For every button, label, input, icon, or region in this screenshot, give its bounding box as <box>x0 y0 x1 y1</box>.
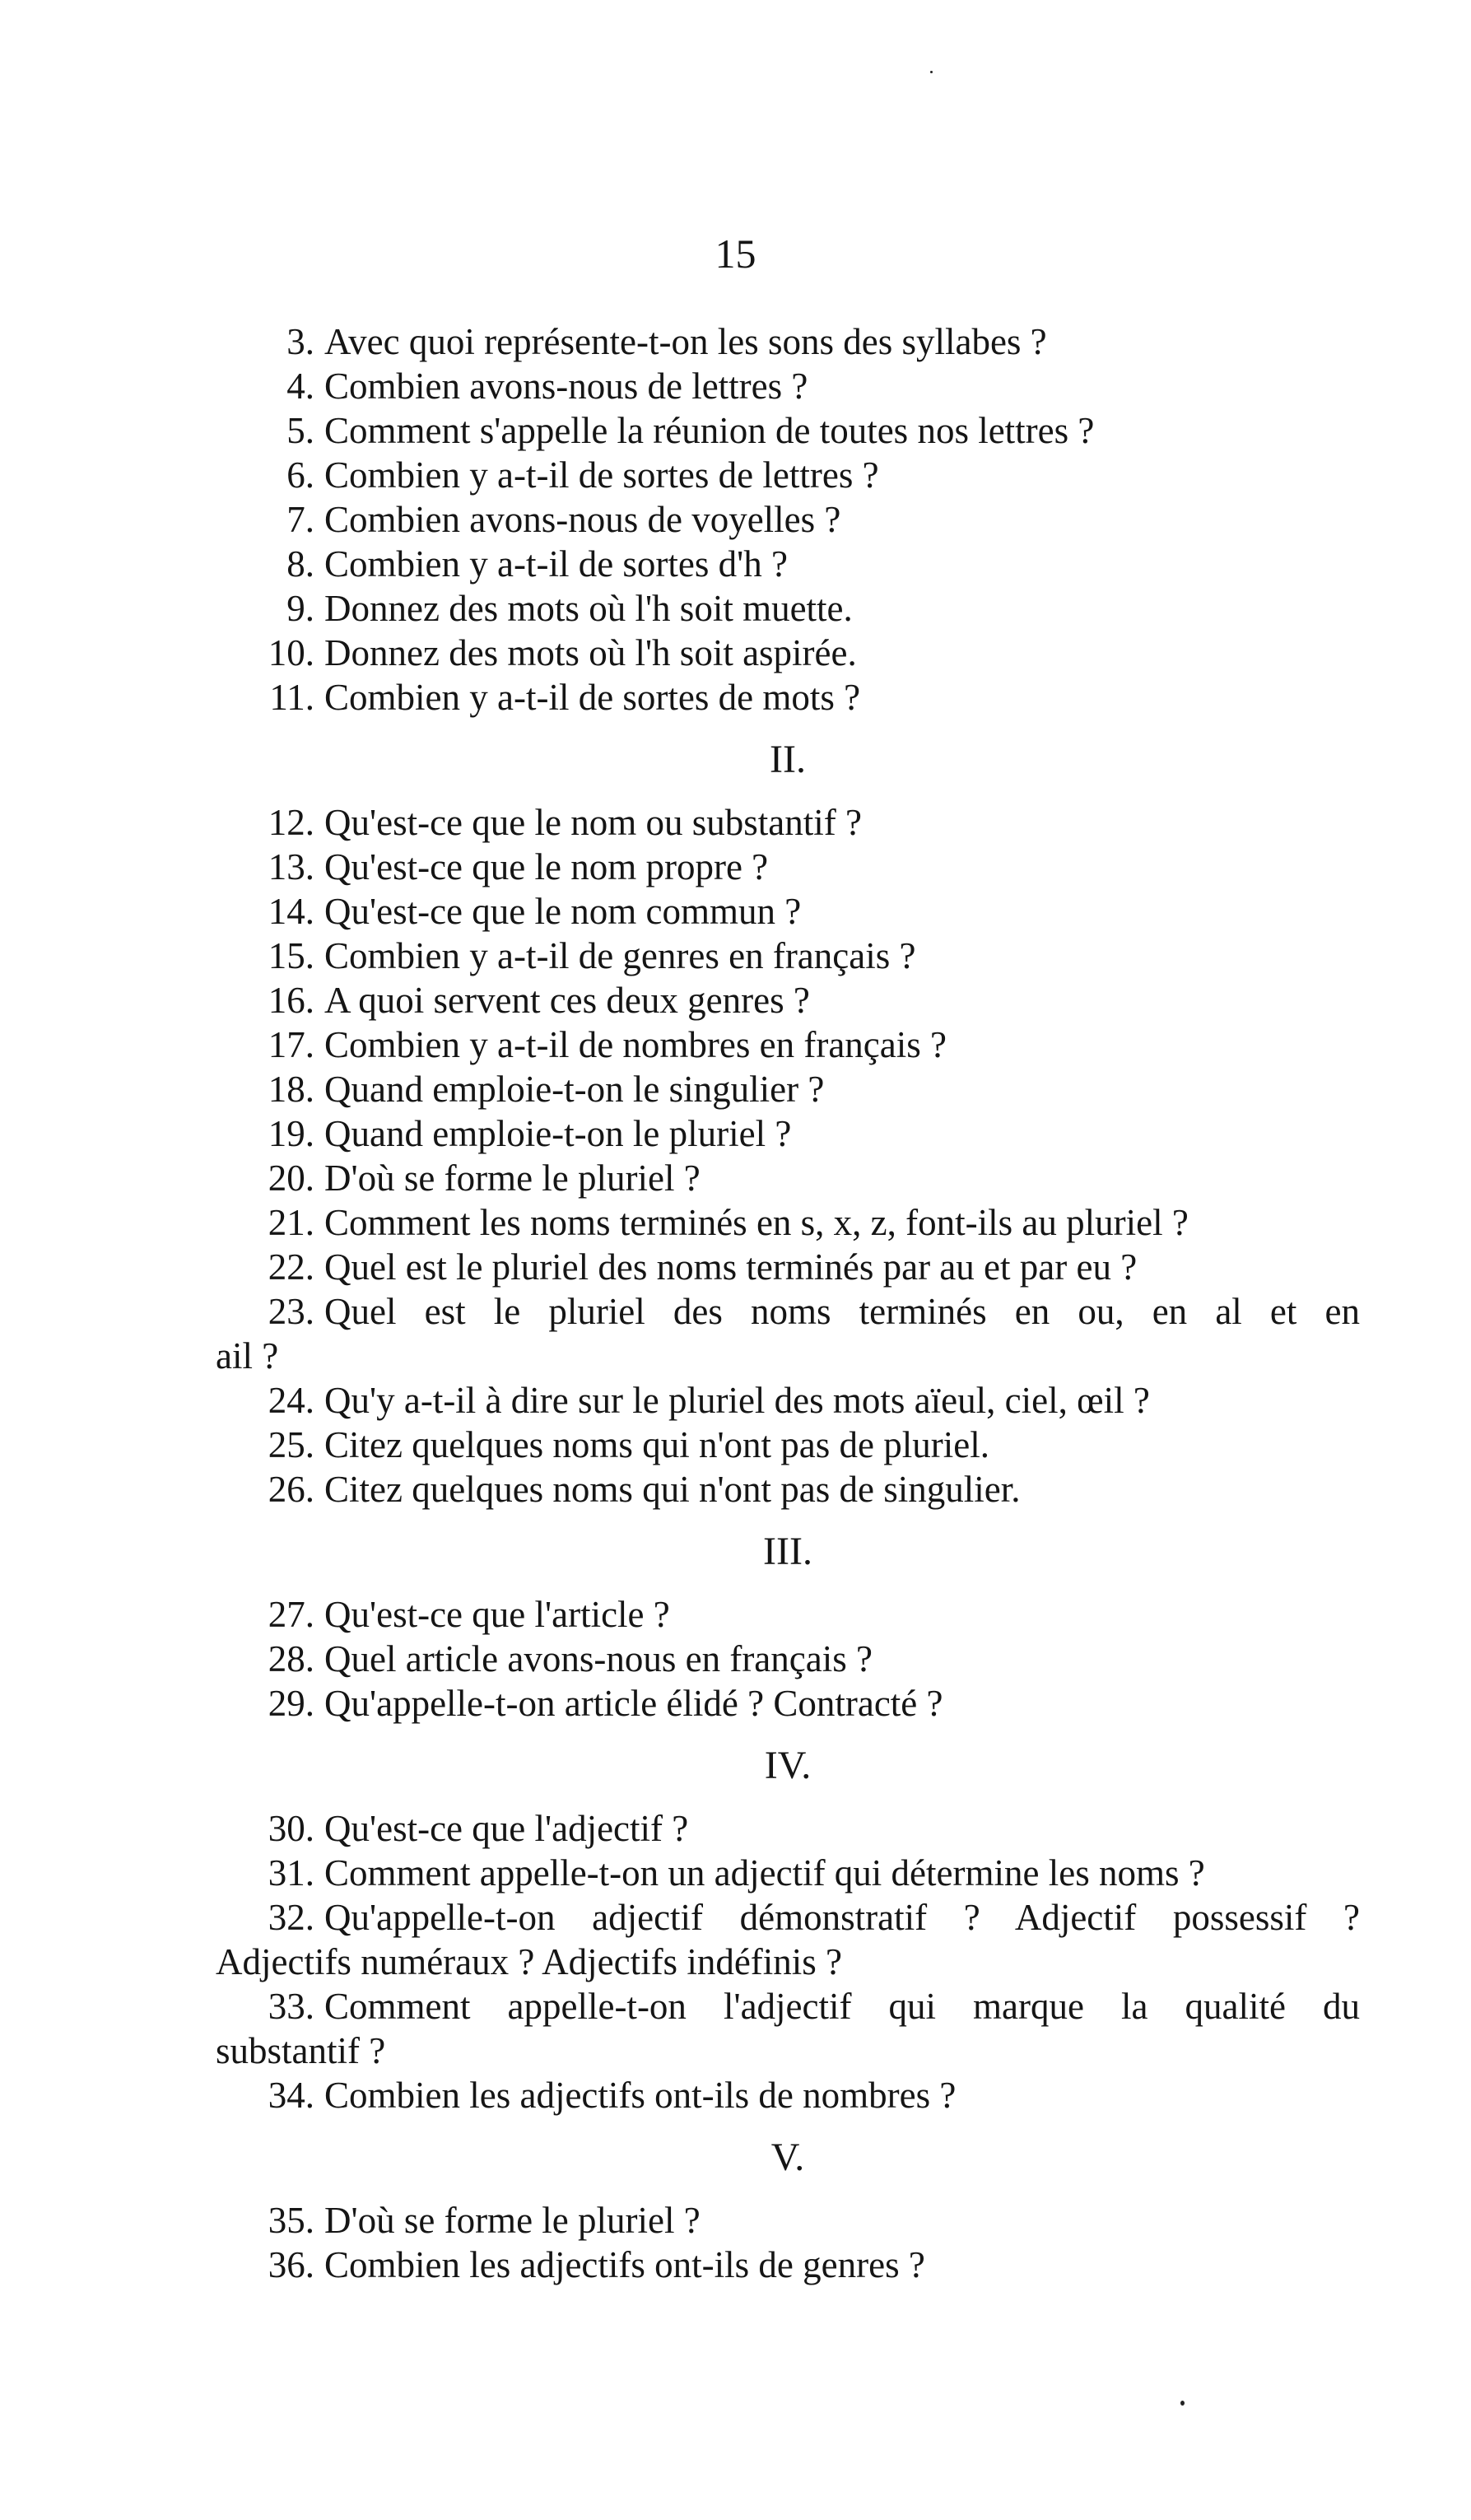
speck-mark <box>1180 2401 1185 2406</box>
question-number: 14. <box>268 891 314 932</box>
question-text: Combien les adjectifs ont-ils de genres ? <box>324 2244 925 2285</box>
question-item <box>216 1111 1360 1156</box>
question-item <box>216 1378 1360 1423</box>
question-item <box>216 408 1360 453</box>
question-item <box>216 800 1360 845</box>
section-heading: V. <box>770 2136 805 2179</box>
question-item <box>216 889 1360 934</box>
section-heading: IV. <box>764 1744 812 1787</box>
question-text: Quand emploie-t-on le pluriel ? <box>324 1113 792 1154</box>
question-number: 17. <box>268 1024 314 1065</box>
question-text: Qu'est-ce que le nom commun ? <box>324 891 802 932</box>
question-text: Comment s'appelle la réunion de toutes nos lettres ? <box>324 410 1095 451</box>
question-item <box>216 453 1360 497</box>
question-number: 11. <box>269 677 314 718</box>
question-number: 25. <box>268 1424 314 1465</box>
question-text: Avec quoi représente-t-on les sons des syllabes ? <box>324 321 1047 362</box>
question-number: 24. <box>268 1380 314 1421</box>
question-item <box>216 934 1360 978</box>
question-number: 6. <box>286 454 314 496</box>
question-text: Combien y a-t-il de sortes de lettres ? <box>324 454 879 496</box>
question-text: Citez quelques noms qui n'ont pas de singulier. <box>324 1469 1021 1510</box>
question-item <box>216 1022 1360 1067</box>
question-item <box>216 1637 1360 1681</box>
question-number: 26. <box>268 1469 314 1510</box>
question-number: 28. <box>268 1638 314 1679</box>
question-item <box>216 364 1360 408</box>
question-item <box>216 978 1360 1022</box>
question-text: Comment appelle-t-on un adjectif qui détermine les noms ? <box>324 1852 1205 1893</box>
question-item <box>216 675 1360 720</box>
question-text: D'où se forme le pluriel ? <box>324 1158 701 1199</box>
question-number: 36. <box>268 2244 314 2285</box>
question-number: 18. <box>268 1069 314 1110</box>
question-number: 5. <box>286 410 314 451</box>
question-number: 3. <box>286 321 314 362</box>
question-list <box>216 319 1360 2287</box>
question-item <box>216 1592 1360 1637</box>
question-text: Combien y a-t-il de genres en français ? <box>324 935 916 976</box>
question-number: 8. <box>286 543 314 585</box>
question-number: 23. <box>268 1291 314 1332</box>
question-number: 35. <box>268 2200 314 2241</box>
question-text: Combien y a-t-il de sortes de mots ? <box>324 677 861 718</box>
question-text: Donnez des mots où l'h soit muette. <box>324 588 853 629</box>
question-text: Combien les adjectifs ont-ils de nombres ? <box>324 2075 957 2116</box>
question-continuation: ail ? <box>216 1335 279 1376</box>
question-continuation: Adjectifs numéraux ? Adjectifs indéfinis ? <box>216 1941 843 1982</box>
question-item <box>216 2243 1360 2287</box>
speck-mark <box>930 71 933 73</box>
question-number: 10. <box>268 632 314 673</box>
question-item <box>216 1245 1360 1289</box>
question-item <box>216 1681 1360 1726</box>
question-text: A quoi servent ces deux genres ? <box>324 980 810 1021</box>
question-text: Qu'y a-t-il à dire sur le pluriel des mots aïeul, ciel, œil ? <box>324 1380 1150 1421</box>
question-number: 9. <box>286 588 314 629</box>
question-item <box>216 1156 1360 1200</box>
question-text: Qu'est-ce que le nom ou substantif ? <box>324 802 862 843</box>
question-continuation: substantif ? <box>216 2030 386 2071</box>
question-item <box>216 542 1360 586</box>
question-item <box>216 497 1360 542</box>
question-item <box>216 1200 1360 1245</box>
question-item <box>216 1984 1360 2029</box>
section-heading: II. <box>770 738 806 781</box>
question-number: 13. <box>268 846 314 887</box>
question-text: Qu'appelle-t-on adjectif démonstratif ? Adjectif possessif ? <box>324 1897 1360 1938</box>
question-text: Combien avons-nous de lettres ? <box>324 366 808 407</box>
question-text: Comment appelle-t-on l'adjectif qui marque la qualité du <box>324 1986 1360 2027</box>
question-item <box>216 1067 1360 1111</box>
question-text: Combien y a-t-il de sortes d'h ? <box>324 543 788 585</box>
question-text: Citez quelques noms qui n'ont pas de pluriel. <box>324 1424 989 1465</box>
question-text: Quand emploie-t-on le singulier ? <box>324 1069 825 1110</box>
question-text: Combien y a-t-il de nombres en français ? <box>324 1024 947 1065</box>
question-text: Qu'appelle-t-on article élidé ? Contracté ? <box>324 1683 943 1724</box>
page-number: 15 <box>715 231 756 277</box>
question-number: 7. <box>286 499 314 540</box>
question-item <box>216 1289 1360 1334</box>
question-item <box>216 1895 1360 1940</box>
question-item <box>216 1806 1360 1851</box>
question-number: 27. <box>268 1594 314 1635</box>
question-text: Comment les noms terminés en s, x, z, font-ils au pluriel ? <box>324 1202 1189 1243</box>
question-text: Qu'est-ce que l'article ? <box>324 1594 670 1635</box>
question-item <box>216 631 1360 675</box>
question-item <box>216 845 1360 889</box>
question-number: 12. <box>268 802 314 843</box>
question-number: 31. <box>268 1852 314 1893</box>
question-item <box>216 1851 1360 1895</box>
question-number: 30. <box>268 1808 314 1849</box>
question-item <box>216 1423 1360 1467</box>
question-number: 33. <box>268 1986 314 2027</box>
question-text: Qu'est-ce que l'adjectif ? <box>324 1808 689 1849</box>
question-item <box>216 1467 1360 1512</box>
question-text: Combien avons-nous de voyelles ? <box>324 499 841 540</box>
question-number: 15. <box>268 935 314 976</box>
question-number: 21. <box>268 1202 314 1243</box>
question-item <box>216 2198 1360 2243</box>
question-number: 34. <box>268 2075 314 2116</box>
section-heading: III. <box>763 1530 812 1573</box>
question-number: 16. <box>268 980 314 1021</box>
question-number: 4. <box>286 366 314 407</box>
question-item <box>216 2073 1360 2117</box>
question-number: 29. <box>268 1683 314 1724</box>
question-text: D'où se forme le pluriel ? <box>324 2200 701 2241</box>
question-text: Quel est le pluriel des noms terminés par au et par eu ? <box>324 1246 1138 1288</box>
question-text: Qu'est-ce que le nom propre ? <box>324 846 769 887</box>
question-number: 22. <box>268 1246 314 1288</box>
question-item <box>216 586 1360 631</box>
question-number: 19. <box>268 1113 314 1154</box>
question-number: 32. <box>268 1897 314 1938</box>
question-number: 20. <box>268 1158 314 1199</box>
question-text: Quel article avons-nous en français ? <box>324 1638 873 1679</box>
question-text: Donnez des mots où l'h soit aspirée. <box>324 632 857 673</box>
question-text: Quel est le pluriel des noms terminés en ou, en al et en <box>324 1291 1360 1332</box>
question-item <box>216 319 1360 364</box>
